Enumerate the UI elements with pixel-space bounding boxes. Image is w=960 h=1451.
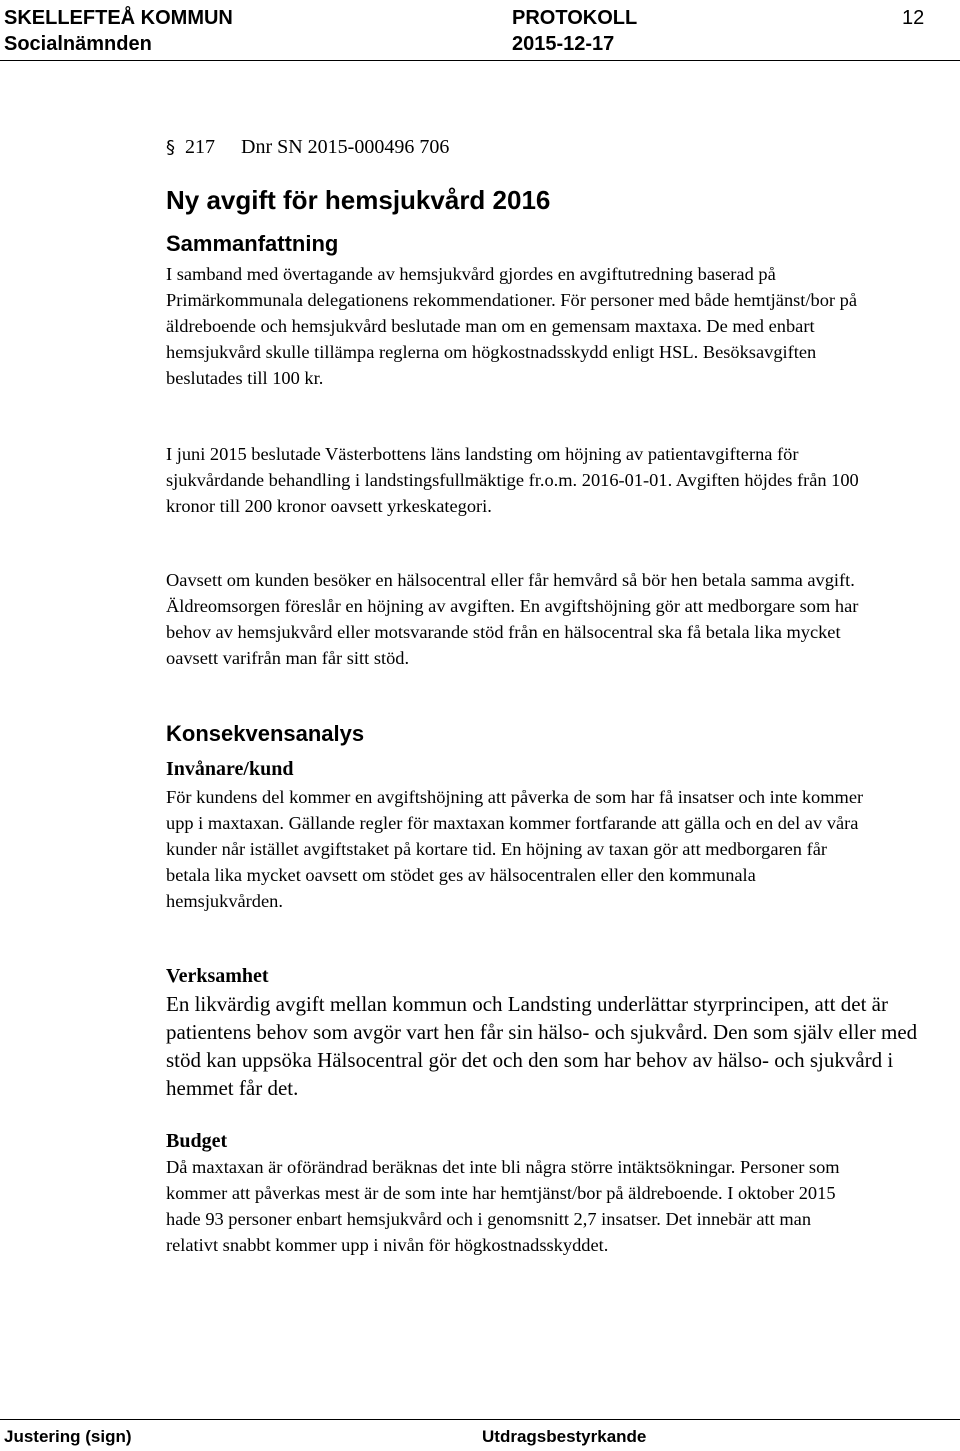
budget-paragraph: Då maxtaxan är oförändrad beräknas det inte bli några större intäktsökningar. Personer som kommer att påverkas mest är de som inte har hemtjänst/bor på äldreboende. I oktober 2015 hade 93 personer enbart hemsjukvård och i genomsnitt 2,7 insatser. Det innebär att man relativt snabbt kommer upp i nivån för högkostnadsskyddet.	[166, 1157, 840, 1255]
document-type: PROTOKOLL	[512, 7, 638, 29]
signature-label: Justering (sign)	[4, 1427, 132, 1446]
citizen-paragraph: För kundens del kommer en avgiftshöjning att påverka de som har få insatser och inte kommer upp i maxtaxan. Gällande regler för maxtaxan kommer fortfarande att gälla och en del av våra kunder når istället avgiftstaket på kortare tid. En höjning av taxan gör att medborgaren får betala lika mycket oavsett om stödet ges av hälsocentralen eller den kommunala hemsjukvården.	[166, 787, 864, 911]
case-number: 217	[185, 136, 215, 158]
budget-heading: Budget	[166, 1130, 228, 1152]
page-title: Ny avgift för hemsjukvård 2016	[166, 185, 551, 215]
header-divider	[0, 60, 960, 61]
extract-certification-label: Utdragsbestyrkande	[482, 1427, 647, 1446]
summary-paragraph-2: I juni 2015 beslutade Västerbottens läns landsting om höjning av patientavgifterna för sjukvårdande behandling i landstingsfullmäktige fr.o.m. 2016-01-01. Avgiften höjdes från 100 kronor till 200 kronor oavsett yrkeskategori.	[166, 444, 859, 516]
meeting-date: 2015-12-17	[512, 33, 615, 55]
footer-divider	[0, 1419, 960, 1420]
summary-heading: Sammanfattning	[166, 231, 339, 256]
case-line	[166, 134, 449, 161]
citizen-heading: Invånare/kund	[166, 758, 294, 780]
summary-paragraph-1: I samband med övertagande av hemsjukvård gjordes en avgiftutredning baserad på Primärkommunala delegationens rekommendationer. För personer med både hemtjänst/bor på äldreboende och hemsjukvård beslutade man om en gemensam maxtaxa. De med enbart hemsjukvård skulle tillämpa reglerna om högkostnadsskydd enligt HSL. Besöksavgiften beslutades till 100 kr.	[166, 264, 857, 388]
department-name: Socialnämnden	[4, 33, 152, 55]
analysis-heading: Konsekvensanalys	[166, 721, 365, 746]
organization-name: SKELLEFTEÅ KOMMUN	[4, 7, 233, 29]
case-reference: Dnr SN 2015-000496 706	[241, 136, 450, 158]
operations-paragraph: En likvärdig avgift mellan kommun och Landsting underlättar styrprincipen, att det är patientens behov som avgör vart hen får sin hälso- och sjukvård. Den som själv eller med stöd kan uppsöka Hälsocentral gör det och den som har behov av hälso- och sjukvård i hemmet får det.	[166, 992, 918, 1100]
operations-heading: Verksamhet	[166, 965, 269, 987]
paragraph-symbol: §	[166, 137, 175, 158]
page-number: 12	[902, 7, 925, 29]
summary-paragraph-3: Oavsett om kunden besöker en hälsocentral eller får hemvård så bör hen betala samma avgift. Äldreomsorgen föreslår en höjning av avgiften. En avgiftshöjning gör att medborgare som har behov av hemsjukvård eller motsvarande stöd från en hälsocentral ska få betala lika mycket oavsett varifrån man får sitt stöd.	[166, 570, 859, 668]
